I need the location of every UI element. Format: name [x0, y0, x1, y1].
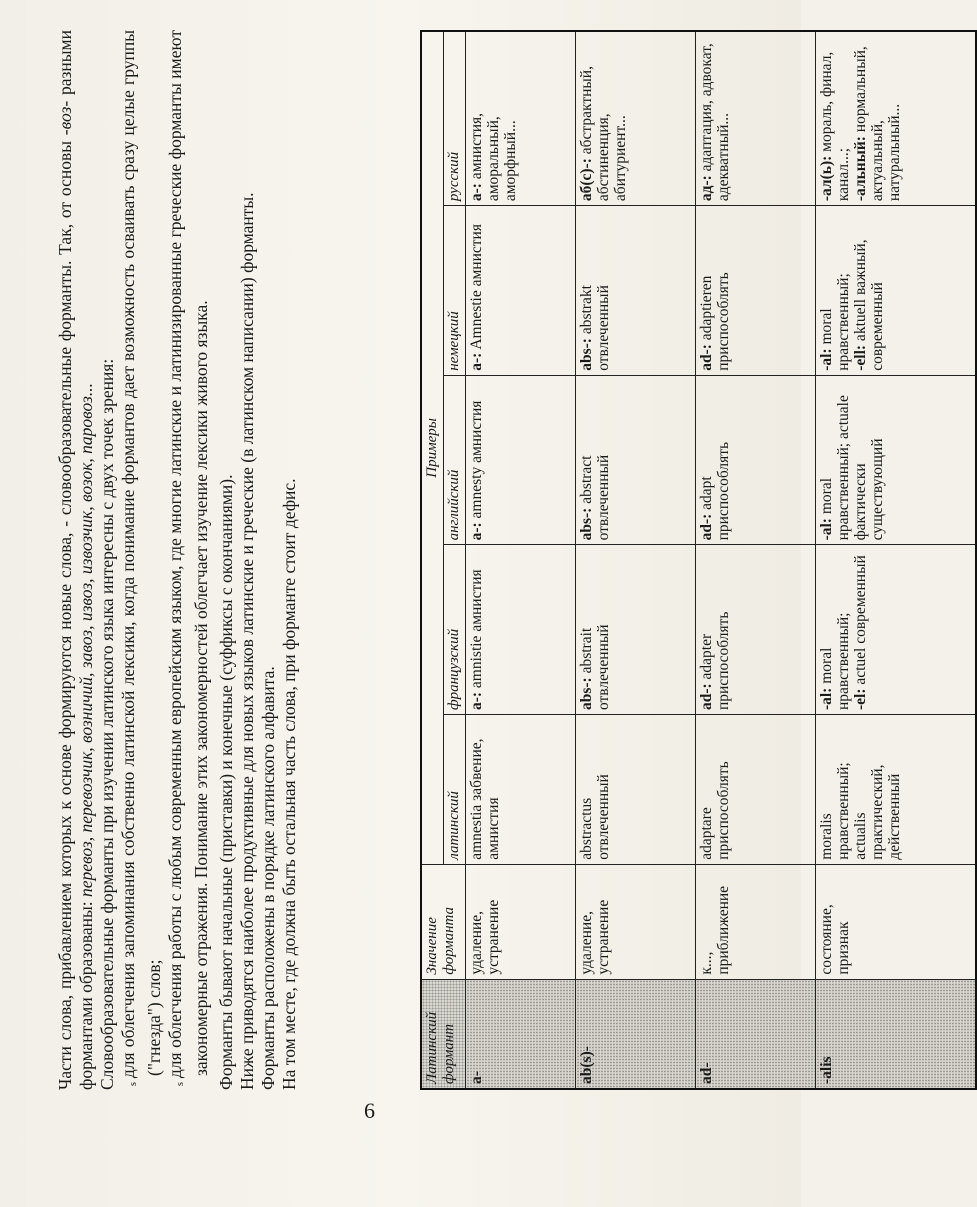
intro-paragraph-1 [55, 30, 97, 1090]
header-meaning: Значение форманта [421, 864, 466, 979]
cell-english [576, 375, 696, 545]
fr-example: abstrait отвлеченный [578, 624, 612, 711]
intro-paragraph-2: Словообразовательные форманты при изучении латинского языка интересны с двух точек зрения: [97, 358, 117, 1090]
en-formant: a-: [468, 522, 485, 541]
intro-p1-base: воз- [55, 100, 75, 130]
ru-formant: аб(с)-: [578, 158, 595, 202]
cell-meaning: к..., приближение [696, 864, 816, 979]
rotated-content [55, 30, 903, 1090]
cell-russian [816, 31, 976, 206]
ru-formant: ад-: [698, 175, 715, 202]
ru-formant: -ал(ь): [818, 155, 835, 202]
fr-example-2: actuel современный [852, 555, 869, 689]
de-formant: ad-: [698, 344, 715, 371]
table-row [816, 31, 976, 1089]
cell-german [696, 206, 816, 376]
cell-german [466, 206, 576, 376]
header-german: немецкий [444, 206, 466, 376]
table-row [576, 31, 696, 1089]
cell-russian [576, 31, 696, 206]
table-header-row-1 [421, 31, 444, 1089]
en-example: moral нравственный; actuale фактически существующий [818, 395, 886, 541]
de-formant-2: -ell: [852, 344, 869, 371]
intro-p1-start: Части слова, прибавлением которых к основе формируются новые слова, - словообразовательные форманты. Так, от основы - [55, 129, 75, 1090]
header-english: английский [444, 375, 466, 545]
cell-meaning: состояние, признак [816, 864, 976, 979]
fr-formant: -al: [818, 687, 835, 711]
fr-example: moral нравственный; [818, 612, 852, 711]
cell-latin: moralis нравственный; actualis практический, действенный [816, 715, 976, 865]
cell-english [696, 375, 816, 545]
intro-p1-examples: перевоз, перевозчик, возничий, завоз, извоз, извозчик, возок, паровоз... [76, 383, 96, 897]
ru-example: абстрактный, абстиненция, абитуриент... [578, 66, 629, 202]
de-example: moral нравственный; [818, 273, 852, 371]
cell-french [576, 545, 696, 715]
formants-table [420, 30, 977, 1090]
fr-formant: a-: [468, 691, 485, 711]
cell-french [696, 545, 816, 715]
intro-paragraph-3: Форманты бывают начальные (приставки) и конечные (суффиксы с окончаниями). [216, 474, 236, 1090]
header-russian: русский [444, 31, 466, 206]
fr-formant: ad-: [698, 683, 715, 711]
de-formant: a-: [468, 352, 485, 371]
cell-german [576, 206, 696, 376]
cell-latin: abstractus отвлеченный [576, 715, 696, 865]
de-formant: -al: [818, 348, 835, 371]
en-example: abstract отвлеченный [578, 454, 612, 541]
cell-french [466, 545, 576, 715]
cell-formant: a- [466, 979, 576, 1089]
cell-meaning: удаление, устранение [576, 864, 696, 979]
cell-formant: ab(s)- [576, 979, 696, 1089]
fr-example: amnistie амнистия [468, 569, 485, 692]
en-example: amnesty амнистия [468, 400, 485, 523]
cell-formant: ad- [696, 979, 816, 1089]
cell-german [816, 206, 976, 376]
header-latin-formant: Латинский формант [421, 979, 466, 1089]
bullet-mark-icon: s [175, 1082, 186, 1086]
bullet-1-text: для облегчения запоминания собственно латинской лексики, когда понимание формантов дает возможность осваивать сразу целые группы ("гнезда") слов; [118, 30, 164, 1079]
ru-formant: a-: [468, 183, 485, 202]
en-example: adapt приспособлять [698, 441, 732, 541]
bullet-2 [165, 30, 212, 1090]
bullet-mark-icon: s [128, 1082, 139, 1086]
cell-russian [466, 31, 576, 206]
de-example: adaptieren приспособлять [698, 272, 732, 371]
cell-meaning: удаление, устранение [466, 864, 576, 979]
fr-formant: abs-: [578, 677, 595, 711]
de-example-2: aktuell важный, современный [852, 239, 886, 371]
fr-example: adapter приспособлять [698, 611, 732, 711]
page-number: 6 [364, 1098, 375, 1123]
bullet-1 [118, 30, 165, 1090]
bullet-2-text: для облегчения работы с любым современным европейским языком, где многие латинские и латинизированные греческие форманты имеют закономерные отражения. Понимание этих закономерностей облегчает изучение лексики живого языка. [165, 30, 211, 1079]
intro-p1-mid: разными формантами образованы: [55, 30, 96, 1090]
cell-french [816, 545, 976, 715]
cell-latin: amnestia забвение, амнистия [466, 715, 576, 865]
ru-example: амнистия, аморальный, аморфный... [468, 112, 519, 202]
ru-formant-2: -альный: [852, 136, 869, 202]
cell-latin: adaptare приспособлять [696, 715, 816, 865]
intro-paragraph-4: Ниже приводятся наиболее продуктивные для новых языков латинские и греческие (в латинском написании) форманты. [237, 192, 257, 1090]
intro-paragraph-5: Форманты расположены в порядке латинского алфавита. [258, 666, 278, 1090]
en-formant: ad-: [698, 513, 715, 541]
cell-english [816, 375, 976, 545]
cell-english [466, 375, 576, 545]
intro-paragraph-6: На том месте, где должна быть остальная часть слова, при форманте стоит дефис. [279, 478, 299, 1090]
fr-formant-2: -el: [852, 688, 869, 711]
table-row [466, 31, 576, 1089]
ru-example: мораль, финал, канал...; [818, 51, 852, 202]
header-french: французский [444, 545, 466, 715]
cell-formant: -alis [816, 979, 976, 1089]
de-example: abstrakt отвлеченный [578, 285, 612, 371]
ru-example: адаптация, адвокат, адекватный... [698, 43, 732, 202]
intro-text [55, 30, 300, 1090]
cell-russian [696, 31, 816, 206]
header-examples: Примеры [421, 31, 444, 864]
de-formant: abs-: [578, 338, 595, 371]
ru-example-2: нормальный, актуальный, натуральный... [852, 46, 903, 202]
table-row [696, 31, 816, 1089]
en-formant: abs-: [578, 507, 595, 541]
en-formant: -al: [818, 518, 835, 541]
de-example: Amnestie амнистия [468, 224, 485, 353]
header-latin: латинский [444, 715, 466, 865]
